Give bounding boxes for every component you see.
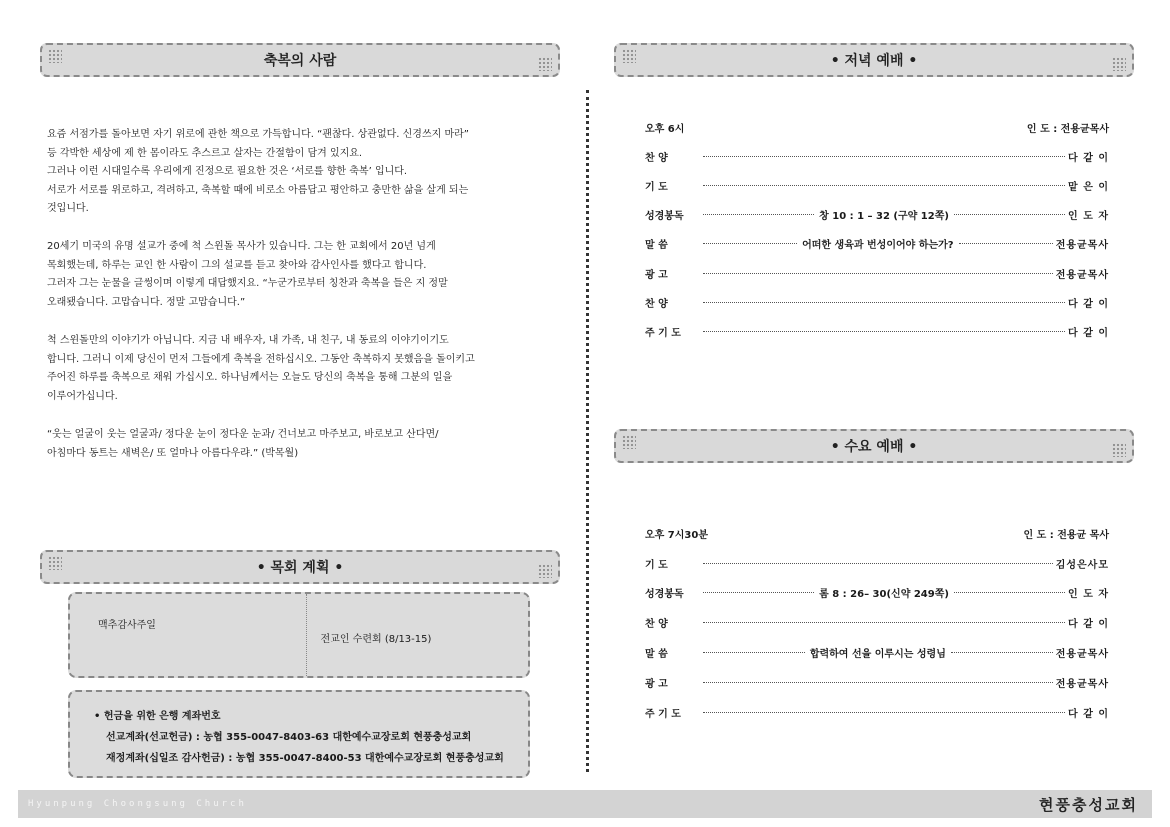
dot-leader [951, 652, 1053, 653]
pattern-icon [622, 435, 636, 449]
order-value: 맡 은 이 [1068, 181, 1109, 193]
text-line: 목회했는데, 하루는 교인 한 사람이 그의 설교를 듣고 찾아와 감사인사를 했다고 합니다. [47, 259, 427, 271]
wednesday-header [614, 429, 1134, 463]
wednesday-leader: 인 도 : 전용균 목사 [1023, 530, 1109, 541]
text-line: 이루어가십니다. [47, 390, 118, 402]
order-value: 전용균목사 [1055, 269, 1109, 281]
pattern-icon [538, 57, 552, 71]
order-detail: 창 10 : 1 – 32 (구약 12쪽) [819, 211, 949, 223]
article-quote [47, 426, 537, 463]
dot-leader [703, 331, 1065, 332]
order-value: 다 같 이 [1068, 299, 1109, 310]
dot-leader [703, 243, 797, 244]
dot-leader [703, 563, 1053, 564]
plan-header [40, 550, 560, 584]
order-row [645, 614, 1109, 632]
order-value: 김성은사모 [1055, 559, 1109, 571]
evening-title: • 저녁 예배 • [830, 53, 918, 69]
order-row [645, 323, 1109, 341]
plan-item: 맥추감사주일 [98, 620, 156, 631]
finance-account: 재정계좌(십일조 감사헌금) : 농협 355-0047-8400-53 대한예수교장로회 현풍충성교회 [106, 753, 504, 764]
text-line: 그러나 이런 시대일수록 우리에게 진정으로 필요한 것은 ‘서로를 향한 축복’ 입니다. [47, 166, 408, 177]
left-section-header [40, 43, 560, 77]
order-row [645, 176, 1109, 194]
article-para-3 [47, 332, 537, 406]
order-row [645, 235, 1109, 253]
pattern-icon [538, 564, 552, 578]
order-label: 찬 양 [645, 619, 668, 631]
order-label: 성경봉독 [645, 211, 684, 223]
order-detail: 어떠한 생육과 번성이어야 하는가? [802, 240, 954, 252]
dot-leader [703, 592, 814, 593]
order-row [645, 673, 1109, 691]
plan-box [68, 592, 530, 678]
order-value: 인 도 자 [1068, 589, 1109, 601]
footer-english: Hyunpung Choongsung Church [28, 799, 247, 809]
order-label: 찬 양 [645, 299, 668, 310]
plan-item: 전교인 수련회 (8/13-15) [306, 594, 529, 676]
order-value: 다 같 이 [1068, 708, 1109, 720]
order-row [645, 264, 1109, 282]
order-row [645, 147, 1109, 165]
order-label: 말 씀 [645, 648, 668, 660]
order-label: 말 씀 [645, 240, 668, 252]
bank-account-box [68, 690, 530, 778]
order-detail: 합력하여 선을 이루시는 성령님 [809, 648, 946, 660]
order-label: 기 도 [645, 559, 668, 571]
pattern-icon [48, 556, 62, 570]
dot-leader [703, 185, 1065, 186]
text-line: 것입니다. [47, 203, 89, 214]
dot-leader [703, 302, 1065, 303]
text-line: 20세기 미국의 유명 설교가 중에 척 스윈돌 목사가 있습니다. 그는 한 교회에서 20년 넘게 [47, 241, 436, 252]
footer-church-name: 현풍충성교회 [1039, 795, 1138, 814]
text-line: 오래됐습니다. 고맙습니다. 정말 고맙습니다.” [47, 296, 246, 308]
text-line: 주어진 하루를 축복으로 채워 가십시오. 하나님께서는 오늘도 당신의 축복을 통해 그분의 일을 [47, 372, 453, 383]
order-value: 전용균목사 [1055, 240, 1109, 252]
order-label: 광 고 [645, 678, 668, 690]
text-line: 아침마다 동트는 새벽은/ 또 얼마나 아름다우랴.” (박목월) [47, 447, 299, 459]
dot-leader [703, 273, 1053, 274]
text-line: 합니다. 그러니 이제 당신이 먼저 그들에게 축복을 전하십시오. 그동안 축복하지 못했음을 돌이키고 [47, 353, 475, 365]
left-section-title: 축복의 사람 [263, 53, 337, 69]
pattern-icon [622, 49, 636, 63]
plan-title: • 목회 계획 • [256, 560, 344, 576]
footer-bar [18, 790, 1152, 818]
order-row [645, 584, 1109, 602]
wednesday-time-row [645, 526, 1109, 541]
order-value: 전용균목사 [1055, 648, 1109, 660]
article-para-2 [47, 238, 537, 312]
dot-leader [703, 156, 1065, 157]
dot-leader [954, 592, 1065, 593]
order-row [645, 206, 1109, 224]
bank-title: • 헌금을 위한 은행 계좌번호 [94, 711, 221, 722]
order-row [645, 294, 1109, 312]
wednesday-title: • 수요 예배 • [830, 439, 918, 455]
order-label: 성경봉독 [645, 589, 684, 601]
pattern-icon [1112, 57, 1126, 71]
dot-leader [703, 652, 805, 653]
pattern-icon [1112, 443, 1126, 457]
order-row [645, 703, 1109, 721]
evening-time-row [645, 120, 1109, 135]
order-label: 찬 양 [645, 152, 668, 164]
article-para-1 [47, 126, 537, 219]
pattern-icon [48, 49, 62, 63]
dot-leader [954, 214, 1065, 215]
order-value: 다 같 이 [1068, 152, 1109, 164]
text-line: 등 각박한 세상에 제 한 몸이라도 추스르고 살자는 간절함이 담겨 있지요. [47, 147, 363, 159]
text-line: 척 스윈돌만의 이야기가 아닙니다. 지금 내 배우자, 내 가족, 내 친구, 내 동료의 이야기이기도 [47, 335, 449, 346]
text-line: 서로가 서로를 위로하고, 격려하고, 축복할 때에 비로소 아름답고 평안하고 충만한 삶을 살게 되는 [47, 184, 469, 196]
order-label: 광 고 [645, 269, 668, 281]
mission-account: 선교계좌(선교헌금) : 농협 355-0047-8403-63 대한예수교장로회 현풍충성교회 [106, 732, 472, 743]
order-row [645, 643, 1109, 661]
order-detail: 롬 8 : 26– 30(신약 249쪽) [819, 589, 949, 601]
order-value: 다 같 이 [1068, 619, 1109, 631]
dot-leader [703, 214, 814, 215]
order-value: 다 같 이 [1068, 328, 1109, 340]
dot-leader [703, 682, 1053, 683]
evening-time: 오후 6시 [645, 124, 685, 135]
text-line: “웃는 얼굴이 웃는 얼굴과/ 정다운 눈이 정다운 눈과/ 건너보고 마주보고, 바로보고 산다면/ [47, 429, 439, 440]
text-line: 그러자 그는 눈물을 글썽이며 이렇게 대답했지요. “누군가로부터 칭찬과 축복을 들은 지 정말 [47, 278, 448, 289]
order-row [645, 554, 1109, 572]
dot-leader [703, 622, 1065, 623]
evening-leader: 인 도 : 전용균목사 [1026, 124, 1109, 135]
dot-leader [703, 712, 1065, 713]
text-line: 요즘 서점가를 돌아보면 자기 위로에 관한 책으로 가득합니다. “괜찮다. 상관없다. 신경쓰지 마라” [47, 129, 469, 140]
wednesday-time: 오후 7시30분 [645, 530, 708, 541]
order-value: 전용균목사 [1055, 678, 1109, 690]
order-label: 기 도 [645, 181, 668, 193]
column-divider [586, 90, 589, 772]
order-label: 주 기 도 [645, 708, 681, 720]
order-value: 인 도 자 [1068, 211, 1109, 223]
order-label: 주 기 도 [645, 328, 681, 340]
evening-header [614, 43, 1134, 77]
dot-leader [959, 243, 1053, 244]
